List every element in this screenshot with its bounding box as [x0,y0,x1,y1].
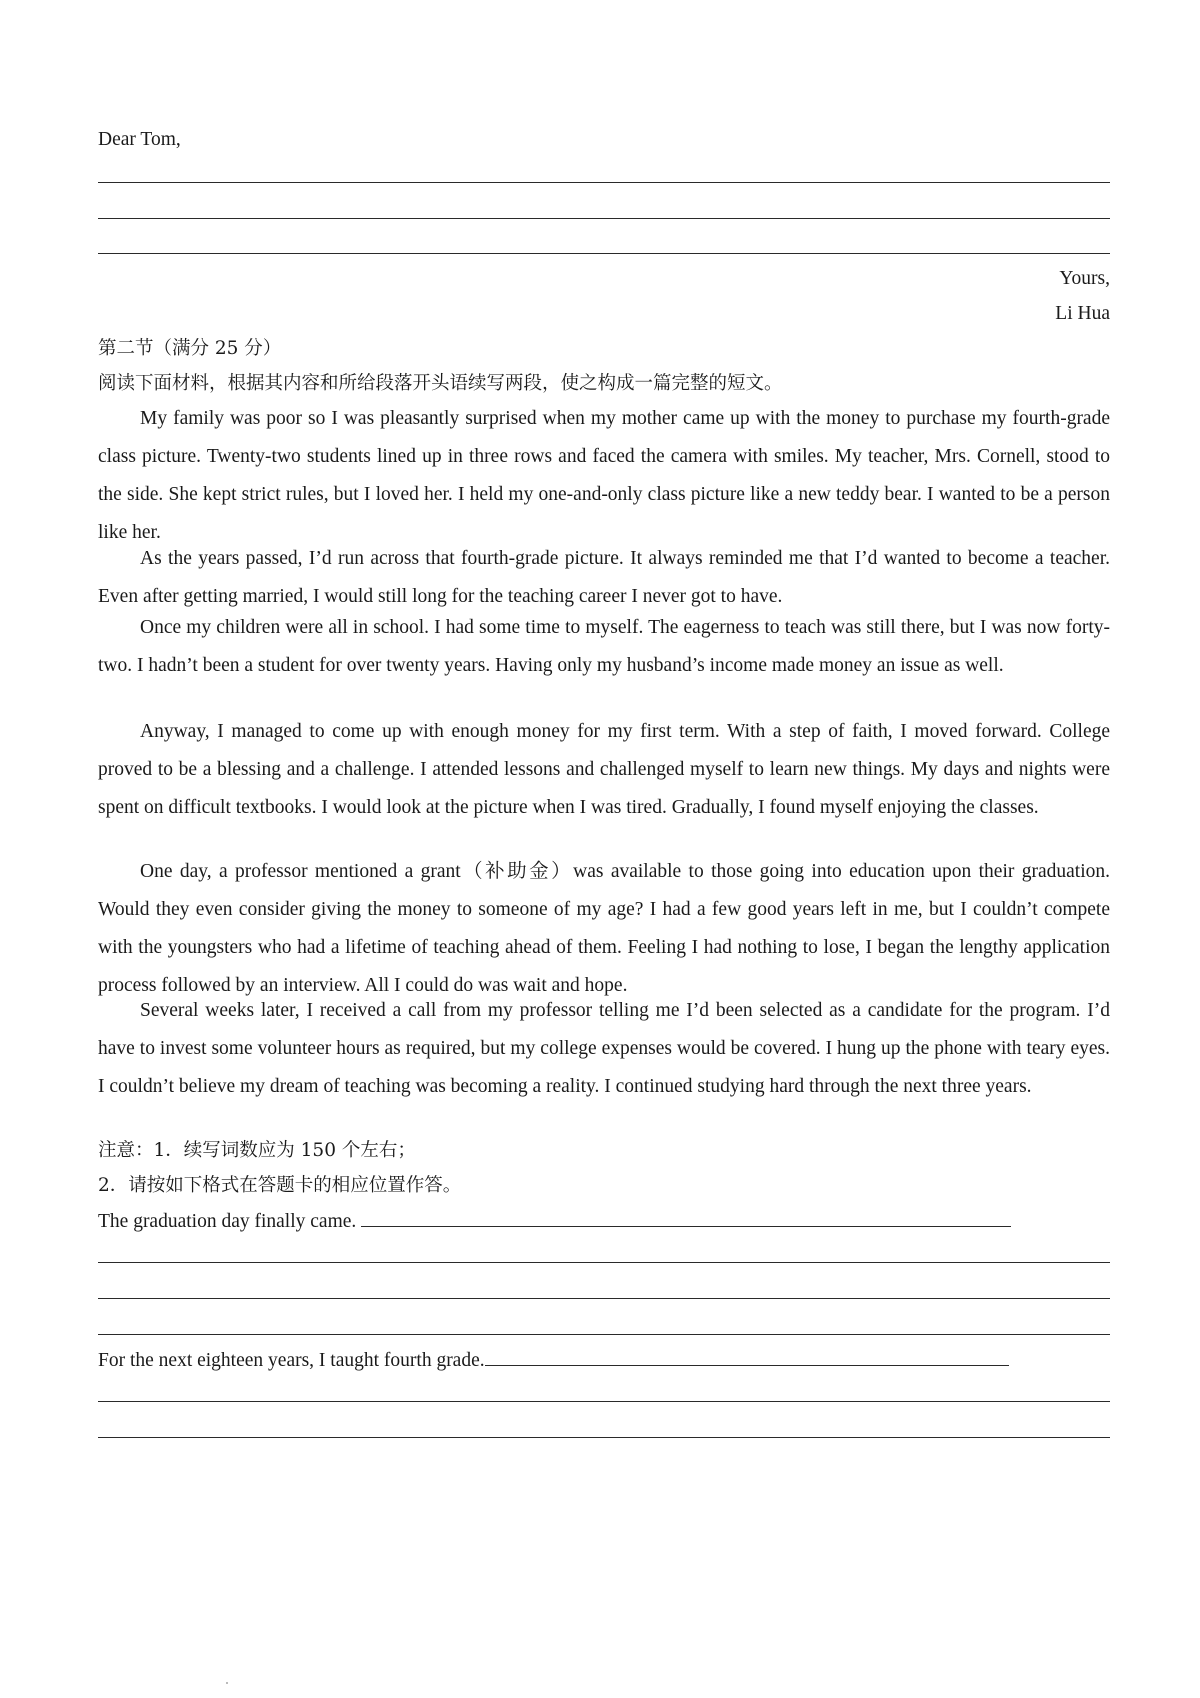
answer-line[interactable] [98,1334,1110,1335]
note-format: 2．请按如下格式在答题卡的相应位置作答。 [98,1175,462,1196]
answer-fill-line[interactable] [361,1208,1011,1227]
answer-line[interactable] [98,1401,1110,1402]
passage-paragraph: Once my children were all in school. I had some time to myself. The eagerness to teach was still there, but I was now forty-two. I hadn’t been a student for over twenty years. Having only my husband’s income made money an issue as well. [98,617,1110,676]
answer-fill-line[interactable] [485,1347,1009,1366]
passage-paragraph: My family was poor so I was pleasantly surprised when my mother came up with the money to purchase my fourth-grade class picture. Twenty-two students lined up in three rows and faced the camera with smiles. My teacher, Mrs. Cornell, stood to the side. She kept strict rules, but I loved her. I held my one-and-only class picture like a new teddy bear. I wanted to be a person like her. [98,408,1110,543]
letter-signature: Li Hua [1055,303,1110,324]
prompt-second: For the next eighteen years, I taught fourth grade. [98,1350,485,1371]
letter-closing: Yours, [1059,268,1110,289]
prompt-second-line [98,1347,1110,1373]
answer-line[interactable] [98,1262,1110,1263]
note-word-count: 注意：1．续写词数应为 150 个左右； [98,1140,416,1161]
page-mark [226,1682,228,1684]
answer-line[interactable] [98,1298,1110,1299]
passage-paragraph: Several weeks later, I received a call from my professor telling me I’d been selected as a candidate for the program. I’d have to invest some volunteer hours as required, but my college expenses would be covered. I hung up the phone with teary eyes. I couldn’t believe my dream of teaching was becoming a reality. I continued studying hard through the next three years. [98,1000,1110,1097]
answer-line[interactable] [98,1437,1110,1438]
answer-line [98,182,1110,183]
answer-line [98,218,1110,219]
prompt-first-line [98,1208,1110,1234]
passage-paragraph: Anyway, I managed to come up with enough money for my first term. With a step of faith, I moved forward. College proved to be a blessing and a challenge. I attended lessons and challenged myself to learn new things. My days and nights were spent on difficult textbooks. I would look at the picture when I was tired. Gradually, I found myself enjoying the classes. [98,721,1110,818]
prompt-first: The graduation day finally came. [98,1211,357,1232]
section-instruction: 阅读下面材料，根据其内容和所给段落开头语续写两段，使之构成一篇完整的短文。 [98,373,783,394]
passage-paragraph: One day, a professor mentioned a grant（补助金）was available to those going into education upon their graduation. Would they even consider giving the money to someone of my age? I had a few good years left in me, but I couldn’t compete with the youngsters who had a lifetime of teaching ahead of them. Feeling I had nothing to lose, I began the lengthy application process followed by an interview. All I could do was wait and hope. [98,861,1110,996]
answer-line [98,253,1110,254]
passage-paragraph: As the years passed, I’d run across that fourth-grade picture. It always reminded me that I’d wanted to become a teacher. Even after getting married, I would still long for the teaching career I never got to have. [98,548,1110,607]
section-heading: 第二节（满分 25 分） [98,338,282,359]
letter-salutation: Dear Tom, [98,129,181,150]
